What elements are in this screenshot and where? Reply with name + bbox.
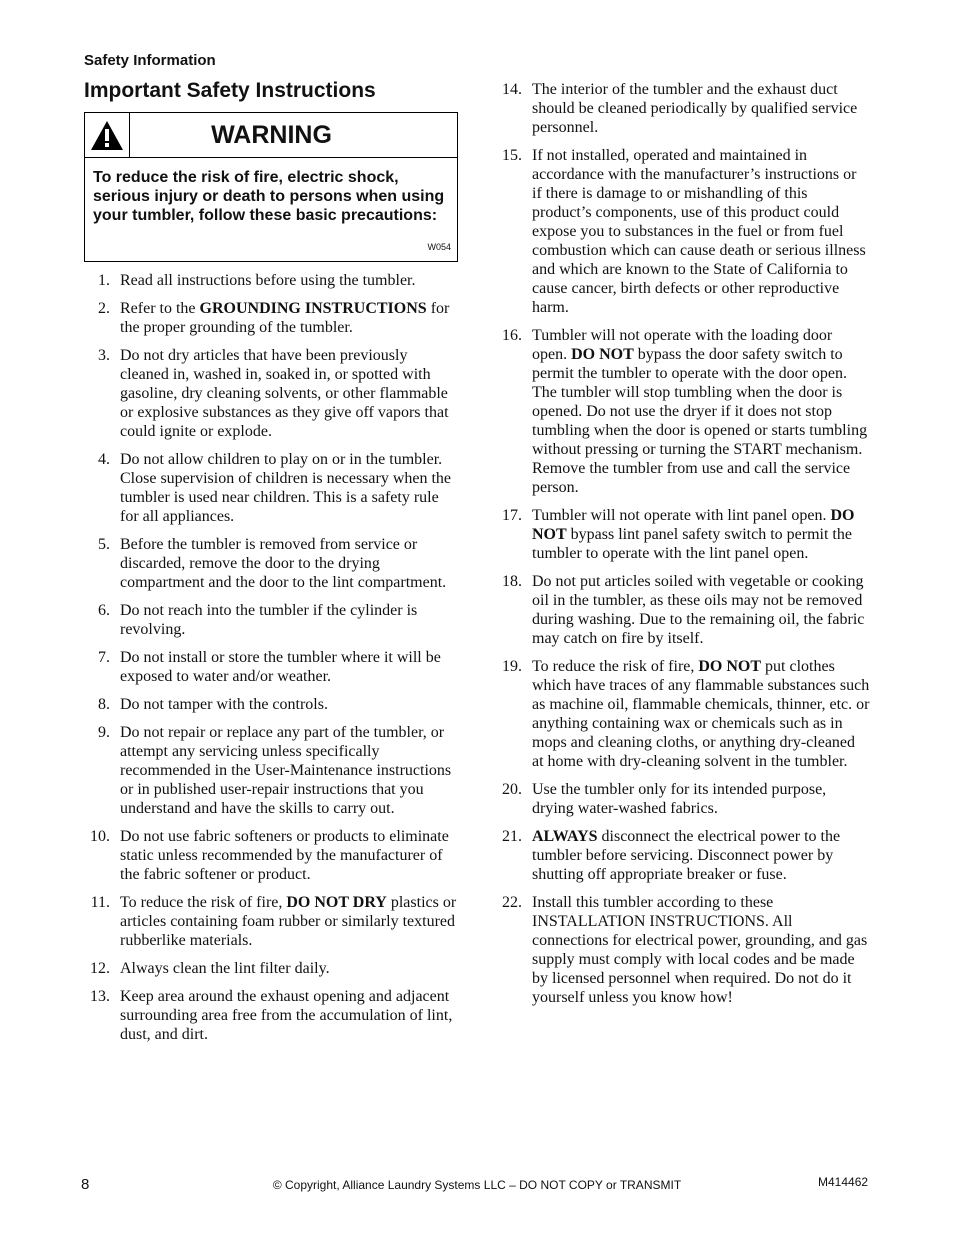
warning-text: To reduce the risk of fire, electric shock, serious injury or death to persons when using your tumbler, follow these basic precautions:	[93, 169, 445, 224]
instruction-text-run: Always clean the lint filter daily.	[120, 960, 330, 977]
instruction-text-run: Do not allow children to play on or in the tumbler. Close supervision of children is necessary when the tumbler is used near children. This is a safety rule for all appliances.	[120, 451, 452, 525]
instruction-text	[120, 602, 417, 638]
instruction-item	[496, 657, 870, 771]
document-code: M414462	[818, 1175, 869, 1189]
instruction-emphasis: DO NOT	[532, 507, 855, 543]
instruction-text	[120, 724, 451, 817]
instruction-emphasis: DO NOT DRY	[286, 894, 387, 911]
instruction-text-run: bypass lint panel safety switch to permit the tumbler to operate with the lint panel open.	[532, 526, 852, 562]
instruction-item	[496, 80, 870, 137]
instruction-number: 8.	[98, 696, 110, 713]
instruction-item	[84, 827, 458, 884]
instruction-item	[84, 959, 458, 978]
instruction-emphasis: GROUNDING INSTRUCTIONS	[199, 300, 427, 317]
instruction-number: 10.	[90, 828, 110, 845]
instruction-text-run: disconnect the electrical power to the tumbler before servicing. Disconnect power by shutting off appropriate breaker or fuse.	[532, 828, 841, 883]
instruction-text-run: for the proper grounding of the tumbler.	[120, 300, 450, 336]
instruction-number: 7.	[98, 649, 110, 666]
instruction-text-run: put clothes which have traces of any flammable substances such as machine oil, flammable chemicals, thinner, etc. or anything containing wax or chemicals such as in mops and cleaning cloths, or anything dry-cleaned at home with dry-cleaning solvent in the tumbler.	[532, 658, 870, 770]
instruction-number: 12.	[90, 960, 110, 977]
instruction-text	[532, 327, 867, 496]
instruction-text-run: The interior of the tumbler and the exhaust duct should be cleaned periodically by qualified service personnel.	[532, 81, 858, 136]
instruction-item	[84, 299, 458, 337]
instruction-number: 6.	[98, 602, 110, 619]
instruction-text	[532, 573, 864, 647]
instruction-text-run: Tumbler will not operate with the loading door open.	[532, 327, 833, 363]
instruction-text-run: Do not dry articles that have been previously cleaned in, washed in, soaked in, or spotted with gasoline, dry cleaning solvents, or other flammable or explosive substances as they give off vapors that could ignite or explode.	[120, 347, 449, 440]
instruction-text	[532, 147, 866, 316]
instruction-text	[532, 894, 867, 1006]
instruction-number: 20.	[502, 781, 522, 798]
instruction-text-run: Do not put articles soiled with vegetable or cooking oil in the tumbler, as these oils may not be removed during washing. Due to the remaining oil, the fabric may catch on fire by itself.	[532, 573, 865, 647]
page-title: Important Safety Instructions	[84, 79, 376, 102]
instruction-text	[120, 894, 456, 949]
instruction-item	[496, 146, 870, 317]
warning-header	[85, 113, 457, 158]
instruction-text	[532, 81, 857, 136]
instruction-text	[120, 451, 451, 525]
instruction-text	[120, 828, 449, 883]
instruction-text	[120, 960, 330, 977]
instruction-item	[84, 271, 458, 290]
instruction-item	[84, 648, 458, 686]
instruction-text-run: Do not repair or replace any part of the tumbler, or attempt any servicing unless specifically recommended in the User-Maintenance instructions or in published user-repair instructions that you understand and have the skills to carry out.	[120, 724, 452, 817]
instruction-text	[532, 658, 869, 770]
instruction-item	[84, 601, 458, 639]
instruction-text-run: Refer to the	[120, 300, 200, 317]
instruction-item	[84, 893, 458, 950]
instruction-text-run: plastics or articles containing foam rubber or similarly textured rubberlike materials.	[120, 894, 457, 949]
instruction-text-run: Keep area around the exhaust opening and adjacent surrounding area free from the accumulation of lint, dust, and dirt.	[120, 988, 453, 1043]
instruction-text-run: Before the tumbler is removed from service or discarded, remove the door to the drying compartment and the door to the lint compartment.	[120, 536, 447, 591]
section-label: Safety Information	[84, 52, 216, 69]
warning-title: WARNING	[211, 120, 332, 149]
instruction-text	[532, 507, 854, 562]
instruction-item	[84, 987, 458, 1044]
instruction-text-run: To reduce the risk of fire,	[120, 894, 287, 911]
warning-triangle-icon	[90, 119, 124, 151]
instruction-text-run: Do not install or store the tumbler where it will be exposed to water and/or weather.	[120, 649, 441, 685]
instruction-number: 13.	[90, 988, 110, 1005]
instruction-text	[532, 828, 840, 883]
instruction-number: 16.	[502, 327, 522, 344]
warning-code: W054	[427, 242, 451, 252]
instruction-number: 2.	[98, 300, 110, 317]
instruction-item	[84, 535, 458, 592]
instruction-number: 11.	[90, 894, 110, 911]
instruction-item	[496, 326, 870, 497]
instruction-item	[84, 723, 458, 818]
instruction-number: 9.	[98, 724, 110, 741]
warning-icon-cell	[85, 113, 130, 157]
instruction-item	[496, 572, 870, 648]
instruction-text-run: Tumbler will not operate with lint panel open.	[532, 507, 831, 524]
instruction-list-right	[496, 80, 870, 1016]
instruction-text	[532, 781, 826, 817]
instruction-emphasis: DO NOT	[571, 346, 634, 363]
instruction-number: 19.	[502, 658, 522, 675]
instruction-number: 15.	[502, 147, 522, 164]
instruction-text-run: Install this tumbler according to these INSTALLATION INSTRUCTIONS. All connections for electrical power, grounding, and gas supply must comply with local codes and be made by licensed personnel when required. Do not do it yourself unless you know how!	[532, 894, 868, 1006]
instruction-item	[496, 827, 870, 884]
instruction-item	[84, 346, 458, 441]
instruction-text-run: Do not tamper with the controls.	[120, 696, 328, 713]
instruction-item	[496, 893, 870, 1007]
instruction-text	[120, 347, 449, 440]
copyright-notice: © Copyright, Alliance Laundry Systems LLC – DO NOT COPY or TRANSMIT	[272, 1178, 682, 1192]
instruction-item	[84, 695, 458, 714]
page-number: 8	[81, 1176, 90, 1193]
instruction-text	[120, 696, 328, 713]
instruction-text-run: Read all instructions before using the tumbler.	[120, 272, 416, 289]
instruction-text-run: Do not reach into the tumbler if the cylinder is revolving.	[120, 602, 418, 638]
instruction-text-run: Use the tumbler only for its intended purpose, drying water-washed fabrics.	[532, 781, 827, 817]
instruction-text	[120, 536, 446, 591]
instruction-number: 21.	[502, 828, 522, 845]
instruction-text	[120, 649, 441, 685]
instruction-number: 1.	[98, 272, 110, 289]
instruction-emphasis: ALWAYS	[532, 828, 598, 845]
instruction-number: 18.	[502, 573, 522, 590]
instruction-number: 22.	[502, 894, 522, 911]
instruction-number: 3.	[98, 347, 110, 364]
instruction-emphasis: DO NOT	[698, 658, 762, 675]
instruction-text	[120, 300, 449, 336]
instruction-number: 4.	[98, 451, 110, 468]
instruction-item	[496, 780, 870, 818]
instruction-text-run: To reduce the risk of fire,	[532, 658, 699, 675]
instruction-number: 17.	[502, 507, 522, 524]
warning-box	[84, 112, 458, 262]
instruction-text-run: Do not use fabric softeners or products to eliminate static unless recommended by the manufacturer of the fabric softener or product.	[120, 828, 449, 883]
instruction-text-run: bypass the door safety switch to permit the tumbler to operate with the door open. The tumbler will stop tumbling when the door is opened. Do not use the dryer if it does not stop tumbling when the door is opened or starts tumbling without pressing or turning the START mechanism. Remove the tumbler from use and call the service person.	[532, 346, 868, 496]
instruction-item	[84, 450, 458, 526]
instruction-text	[120, 988, 452, 1043]
instruction-text-run: If not installed, operated and maintained in accordance with the manufacturer’s instructions or if there is damage to or mishandling of this product’s components, use of this product could expose you to substances in the fuel or from fuel combustion which can cause death or serious illness and which are known to the State of California to cause cancer, birth defects or other reproductive harm.	[532, 147, 866, 316]
instruction-number: 5.	[98, 536, 110, 553]
instruction-list-left	[84, 271, 458, 1053]
instruction-text	[120, 272, 416, 289]
instruction-number: 14.	[502, 81, 522, 98]
instruction-item	[496, 506, 870, 563]
